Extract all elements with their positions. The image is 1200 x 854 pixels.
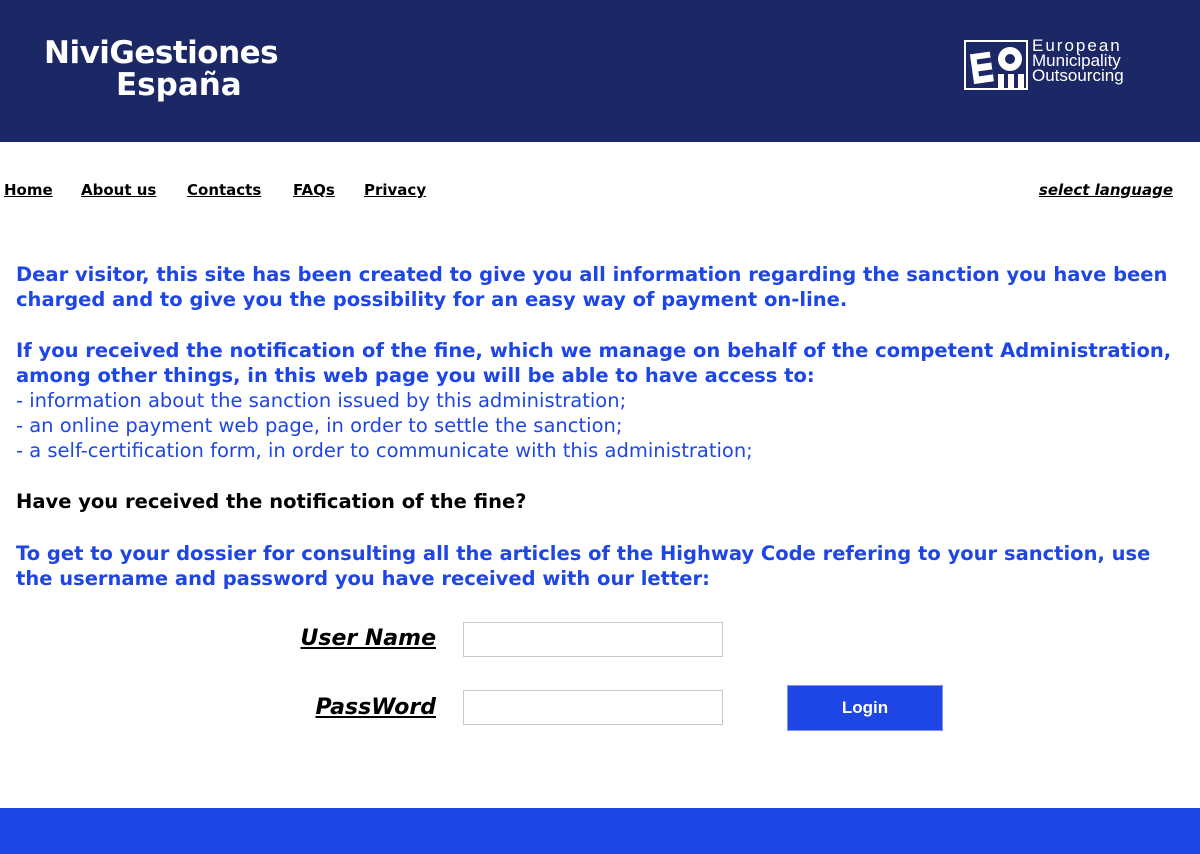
list-item: - an online payment web page, in order to settle the sanction; <box>16 414 623 437</box>
list-item: - information about the sanction issued by this administration; <box>16 389 627 412</box>
intro-text: Dear visitor, this site has been created to give you all information regarding the sanction you have been charged and to give you the possibility for an easy way of payment on-line. <box>16 263 1168 311</box>
login-button[interactable]: Login <box>787 685 943 731</box>
nav-home[interactable]: Home <box>4 181 53 199</box>
username-label: User Name <box>300 626 436 651</box>
access-list <box>16 388 1188 463</box>
password-label: PassWord <box>315 695 436 720</box>
page-footer <box>0 808 1200 854</box>
select-language-link[interactable]: select language <box>1038 181 1173 199</box>
partner-name <box>1032 38 1124 83</box>
nav-faqs[interactable]: FAQs <box>293 181 335 199</box>
site-logo[interactable] <box>44 35 279 103</box>
access-heading: If you received the notification of the fine, which we manage on behalf of the competent Administration, among other things, in this web page you will be able to have access to: <box>16 339 1172 387</box>
brand-name: NiviGestiones <box>44 35 279 71</box>
site-header <box>0 0 1200 142</box>
password-input[interactable] <box>463 690 723 725</box>
login-instructions: To get to your dossier for consulting all the articles of the Highway Code refering to your sanction, use the username and password you have received with our letter: <box>16 542 1151 590</box>
username-input[interactable] <box>463 622 723 657</box>
notification-question: Have you received the notification of the fine? <box>16 490 527 513</box>
list-item: - a self-certification form, in order to communicate with this administration; <box>16 439 753 462</box>
main-nav <box>0 181 1200 203</box>
partner-line-2: Municipality <box>1032 51 1121 70</box>
nav-contacts[interactable]: Contacts <box>187 181 262 199</box>
main-content <box>16 262 1188 591</box>
partner-logo <box>964 38 1150 94</box>
partner-line-1: European <box>1032 36 1122 55</box>
emo-mark-icon <box>964 40 1028 90</box>
nav-about-us[interactable]: About us <box>81 181 157 199</box>
partner-line-3: Outsourcing <box>1032 66 1124 85</box>
nav-privacy[interactable]: Privacy <box>364 181 427 199</box>
brand-country: España <box>116 67 242 103</box>
